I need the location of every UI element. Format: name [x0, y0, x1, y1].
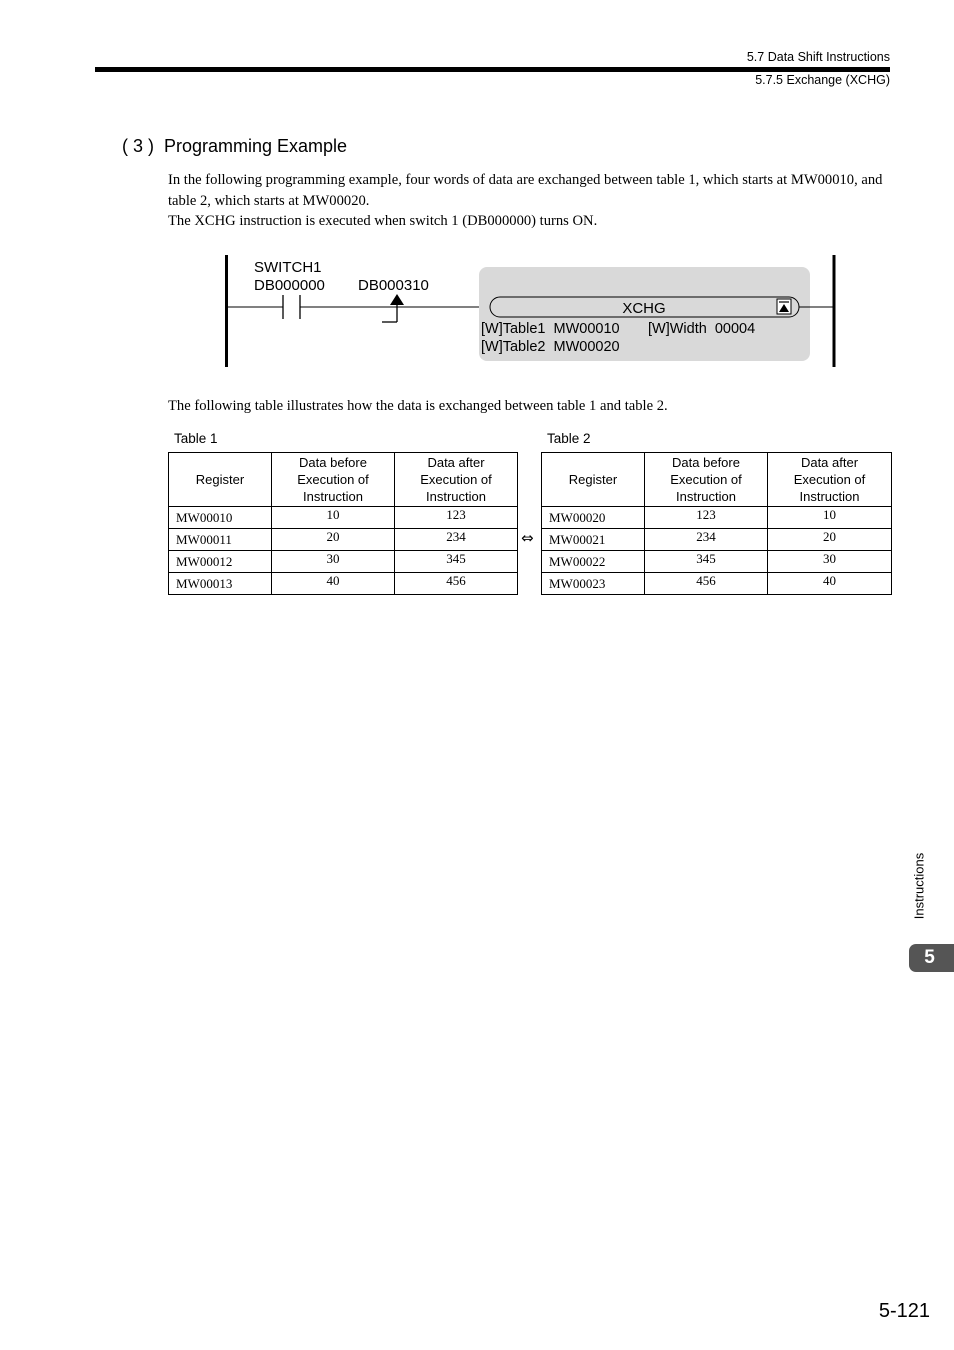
after-cell: 20: [768, 529, 892, 551]
edge-address: DB000310: [358, 277, 429, 294]
switch-address: DB000000: [254, 277, 325, 294]
header-section-title: 5.7 Data Shift Instructions: [746, 50, 890, 64]
register-cell: MW00022: [542, 551, 645, 573]
operand-table1: [W]Table1 MW00010: [481, 321, 620, 337]
before-cell: 30: [272, 551, 395, 573]
after-cell: 345: [395, 551, 518, 573]
register-cell: MW00010: [169, 507, 272, 529]
before-cell: 10: [272, 507, 395, 529]
after-cell: 456: [395, 573, 518, 595]
table2: [541, 452, 892, 595]
table-intro-paragraph: The following table illustrates how the data is exchanged between table 1 and table 2.: [168, 398, 668, 414]
switch-label: SWITCH1: [254, 259, 322, 276]
table1-caption: Table 1: [174, 431, 218, 446]
ladder-diagram: [220, 250, 845, 372]
instruction-name: XCHG: [622, 300, 666, 317]
after-cell: 123: [395, 507, 518, 529]
before-cell: 456: [645, 573, 768, 595]
register-cell: MW00011: [169, 529, 272, 551]
rising-edge-icon: [382, 294, 404, 322]
header-rule: [95, 67, 890, 72]
before-cell: 234: [645, 529, 768, 551]
page-number: 5-121: [878, 1300, 930, 1322]
after-cell: 30: [768, 551, 892, 573]
table2-caption: Table 2: [547, 431, 591, 446]
register-cell: MW00013: [169, 573, 272, 595]
header-data-after: Data after Execution of Instruction: [395, 453, 518, 507]
table-header-row: [542, 453, 892, 507]
register-cell: MW00023: [542, 573, 645, 595]
chapter-number-tab: 5: [909, 944, 954, 972]
operand-table2: [W]Table2 MW00020: [481, 339, 620, 355]
header-data-before: Data before Execution of Instruction: [645, 453, 768, 507]
before-cell: 20: [272, 529, 395, 551]
register-cell: MW00021: [542, 529, 645, 551]
table-row: [169, 529, 518, 551]
header-subsection-title: 5.7.5 Exchange (XCHG): [755, 73, 890, 87]
header-data-after: Data after Execution of Instruction: [768, 453, 892, 507]
table-row: [542, 529, 892, 551]
table-row: [169, 551, 518, 573]
header-data-before: Data before Execution of Instruction: [272, 453, 395, 507]
header-register: Register: [542, 453, 645, 507]
after-cell: 10: [768, 507, 892, 529]
chapter-side-label: Instructions: [911, 852, 927, 919]
table-row: [542, 507, 892, 529]
table1: [168, 452, 518, 595]
header-register: Register: [169, 453, 272, 507]
after-cell: 40: [768, 573, 892, 595]
table-header-row: [169, 453, 518, 507]
before-cell: 345: [645, 551, 768, 573]
trigger-paragraph: The XCHG instruction is executed when switch 1 (DB000000) turns ON.: [168, 213, 598, 229]
table-row: [169, 573, 518, 595]
after-cell: 234: [395, 529, 518, 551]
section-title: ( 3 ) Programming Example: [122, 136, 348, 156]
register-cell: MW00020: [542, 507, 645, 529]
operand-width: [W]Width 00004: [648, 321, 756, 337]
table-row: [542, 573, 892, 595]
intro-paragraph: In the following programming example, four words of data are exchanged between table 1, which starts at MW00010, and table 2, which starts at MW00020.: [168, 172, 883, 209]
exchange-arrow-icon: ⇔: [521, 529, 534, 547]
table-row: [169, 507, 518, 529]
register-cell: MW00012: [169, 551, 272, 573]
instruction-detail-icon: [777, 299, 791, 314]
before-cell: 123: [645, 507, 768, 529]
table-row: [542, 551, 892, 573]
before-cell: 40: [272, 573, 395, 595]
